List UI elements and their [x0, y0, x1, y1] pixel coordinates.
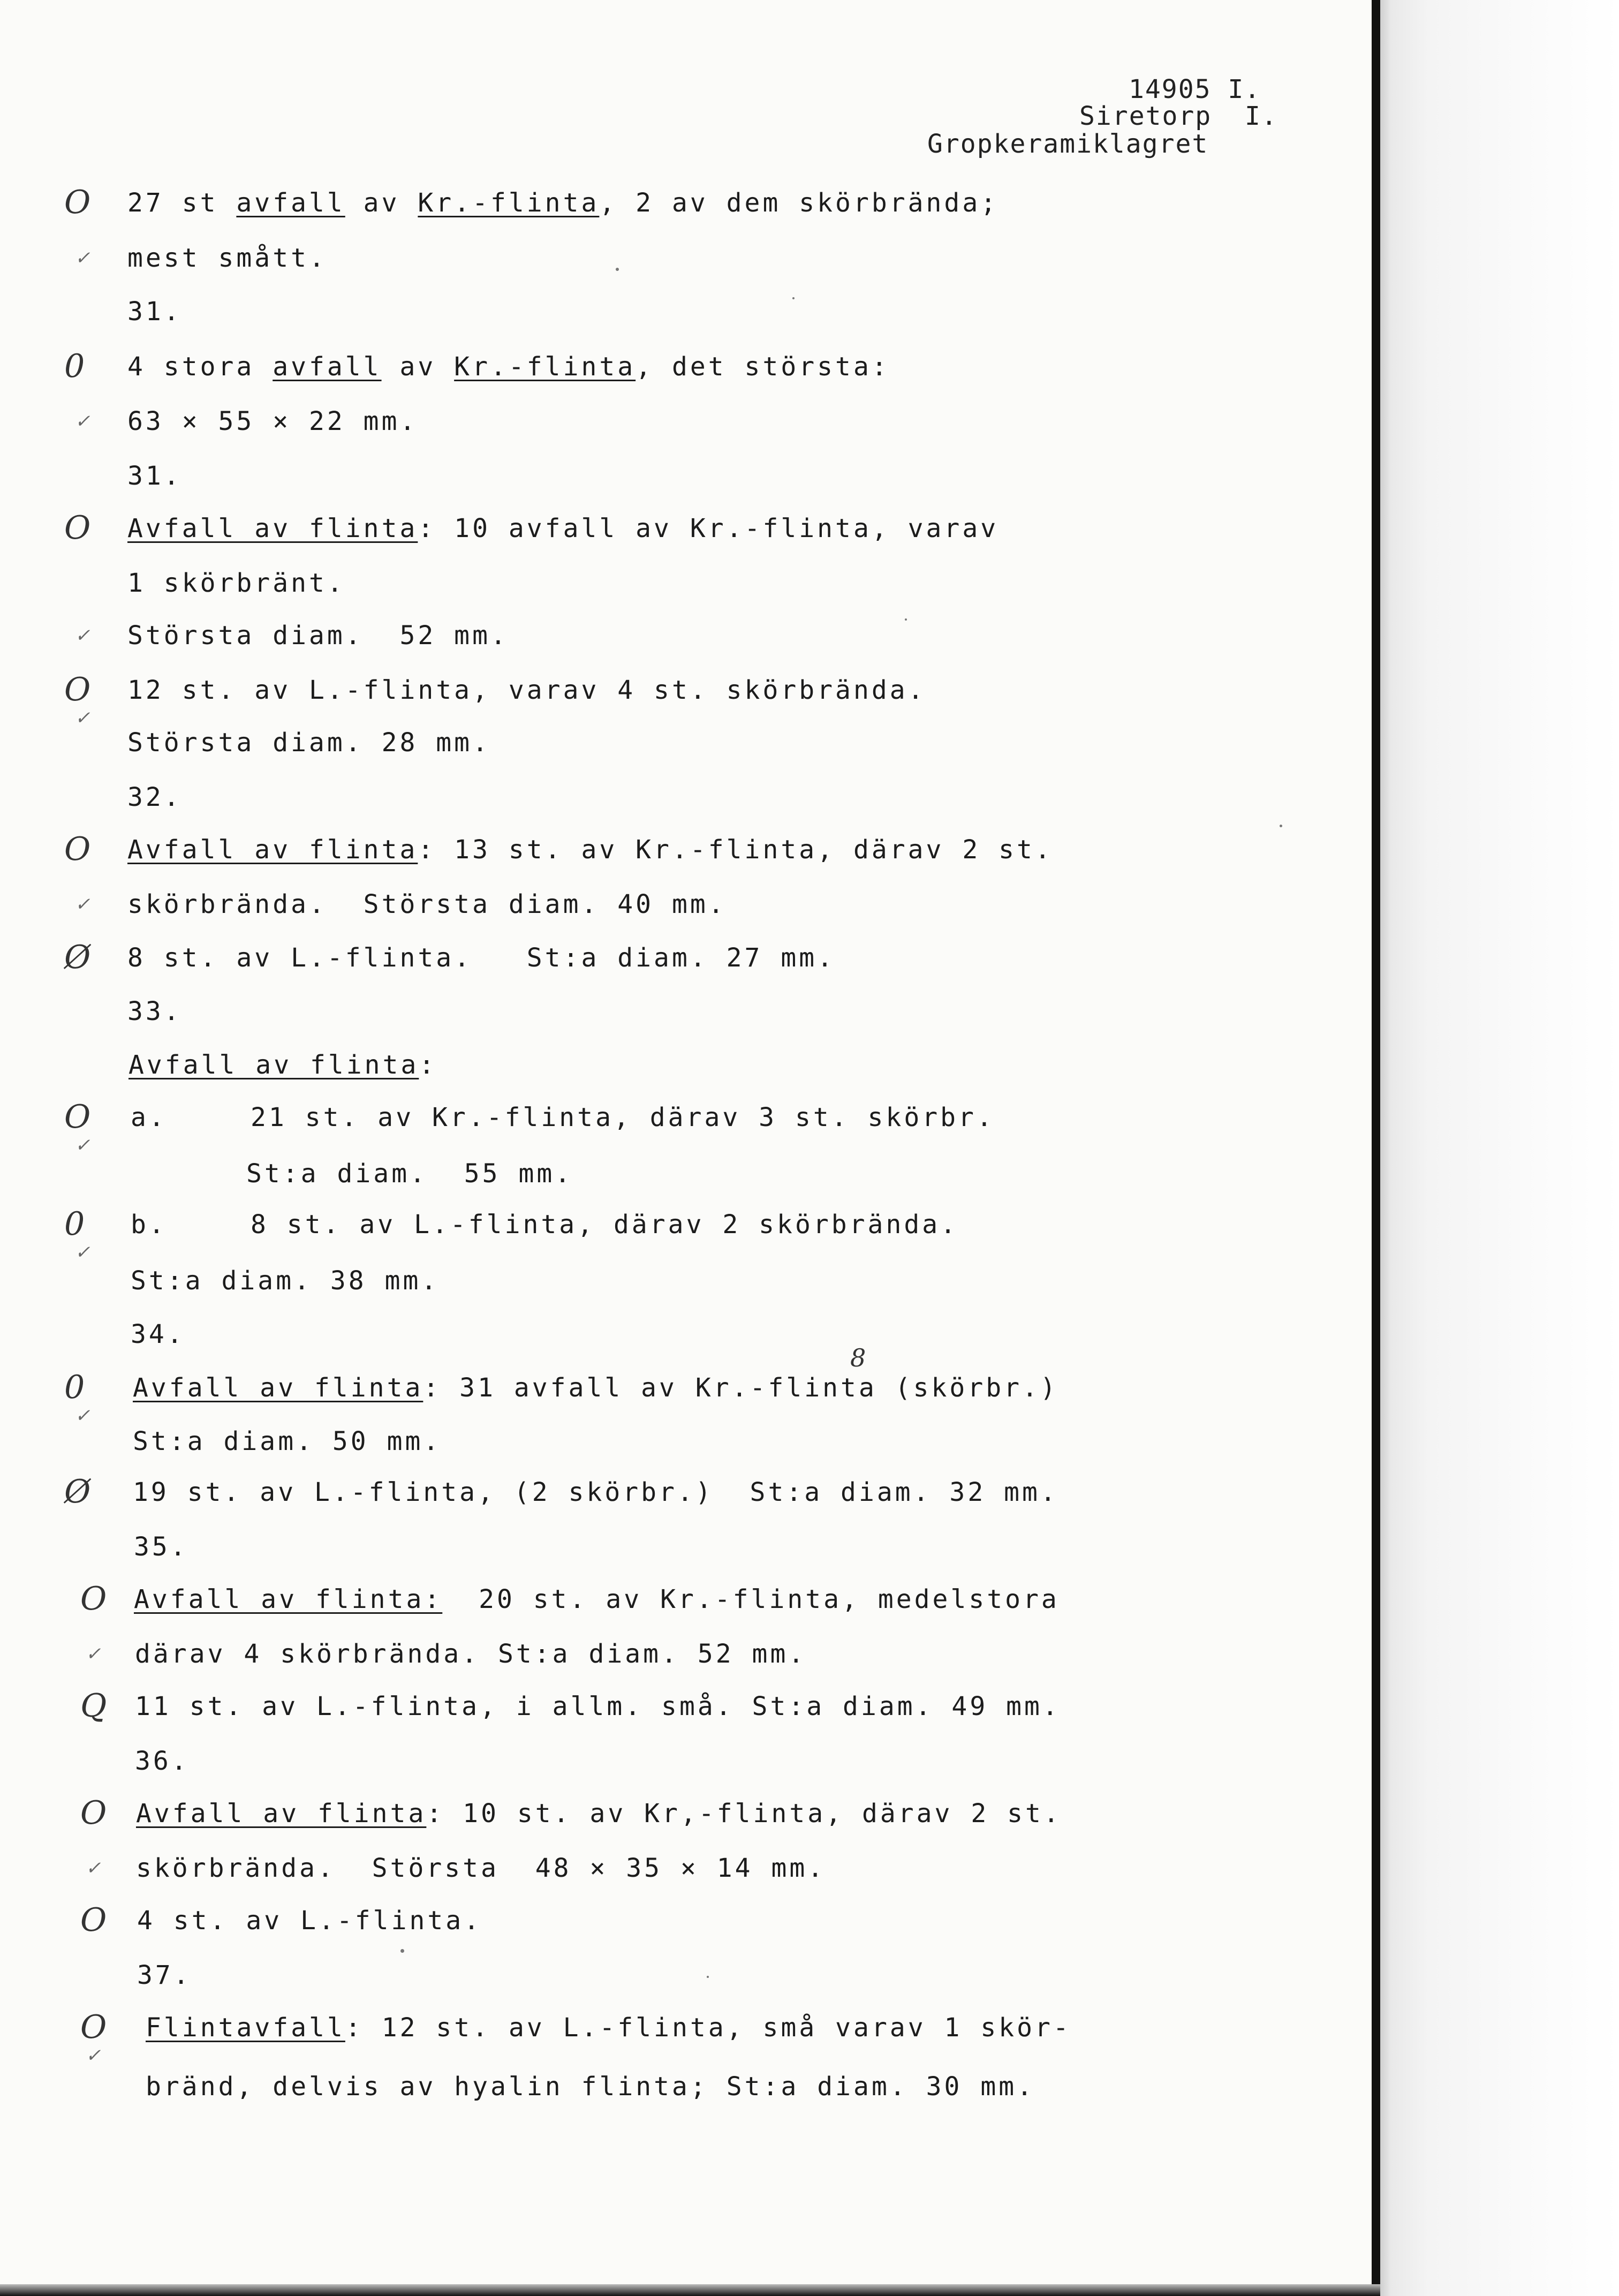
entry-line — [127, 352, 890, 381]
entry-line — [131, 1320, 185, 1349]
scan-background — [1380, 0, 1619, 2296]
entry-line — [131, 1103, 995, 1132]
entry-line — [136, 1799, 1062, 1828]
entry-text: 4 st. av L.-flinta. — [137, 1906, 482, 1936]
handwritten-check-mark: ✓ — [75, 625, 90, 646]
entry-line — [131, 1210, 958, 1239]
entry-line — [127, 569, 345, 598]
entry-line — [127, 621, 509, 650]
handwritten-circle-mark: Ø — [64, 939, 91, 976]
entry-line — [133, 1373, 1058, 1402]
handwritten-circle-mark: 0 — [64, 1369, 85, 1406]
underlined-heading: Avfall av flinta — [128, 1050, 419, 1080]
handwritten-circle-mark: O — [64, 671, 91, 708]
entry-text: 11 st. av L.-flinta, i allm. små. St:a diam. 49 mm. — [135, 1691, 1061, 1721]
entry-text: 33. — [127, 996, 182, 1026]
entry-text: 21 st. av Kr.-flinta, därav 3 st. skörbr. — [251, 1102, 995, 1132]
entry-text: : 10 st. av Kr,-flinta, därav 2 st. — [426, 1799, 1062, 1829]
handwritten-circle-mark: Q — [80, 1687, 107, 1725]
entry-text: 63 × 55 × 22 mm. — [127, 406, 418, 436]
entry-text: St:a diam. 38 mm. — [131, 1266, 440, 1296]
entry-line — [134, 1585, 1060, 1614]
header-catalog-number: 14905 I. — [1129, 74, 1261, 104]
handwritten-circle-mark: O — [80, 1580, 107, 1618]
entry-line — [135, 1692, 1061, 1721]
entry-sub-label: a. — [131, 1102, 167, 1132]
underlined-heading: Avfall av flinta — [136, 1799, 427, 1829]
entry-line — [136, 1854, 826, 1883]
handwritten-circle-mark: O — [64, 184, 91, 221]
underlined-heading: Flintavfall — [146, 2013, 345, 2043]
entry-text: : 12 st. av L.-flinta, små varav 1 skör- — [345, 2013, 1071, 2043]
entry-text: Största diam. 52 mm. — [127, 621, 509, 651]
paper-speck — [400, 1949, 404, 1953]
entry-line — [146, 2072, 1035, 2101]
entry-text: 12 st. av L.-flinta, varav 4 st. skörbrända. — [127, 675, 926, 705]
entry-text: skörbrända. Största 48 × 35 × 14 mm. — [136, 1853, 826, 1883]
underlined-heading: Kr.-flinta — [418, 188, 600, 218]
handwritten-circle-mark: O — [64, 509, 91, 547]
entry-text: 19 st. av L.-flinta, (2 skörbr.) St:a diam. 32 mm. — [133, 1477, 1058, 1507]
header-layer-name: Gropkeramiklagret — [927, 129, 1209, 159]
entry-line — [133, 1427, 441, 1456]
underlined-heading: Avfall av flinta — [127, 513, 418, 543]
entry-line — [135, 1747, 190, 1776]
handwritten-check-mark: ✓ — [86, 1643, 101, 1665]
entry-text: 37. — [137, 1960, 192, 1990]
entry-text: : 10 avfall av Kr.-flinta, varav — [418, 513, 999, 543]
entry-line — [127, 783, 182, 812]
handwritten-correction: 8 — [850, 1343, 866, 1372]
entry-line — [127, 728, 490, 757]
handwritten-check-mark: ✓ — [75, 894, 90, 915]
entry-line — [127, 835, 1053, 864]
entry-line — [127, 407, 418, 436]
entry-text: bränd, delvis av hyalin flinta; St:a diam. 30 mm. — [146, 2072, 1035, 2102]
entry-text: av — [345, 188, 418, 218]
entry-line — [127, 244, 327, 273]
underlined-heading: avfall — [273, 352, 382, 382]
entry-text: 34. — [131, 1319, 185, 1349]
entry-text: av — [381, 352, 455, 382]
entry-line — [127, 297, 182, 326]
entry-line — [137, 1961, 192, 1990]
entry-text: Största diam. 28 mm. — [127, 728, 490, 758]
underlined-heading: Avfall av flinta: — [134, 1584, 443, 1614]
entry-text: 35. — [134, 1532, 188, 1562]
entry-text: 8 st. av L.-flinta. St:a diam. 27 mm. — [127, 943, 836, 973]
handwritten-circle-mark: O — [80, 1794, 107, 1832]
entry-text: 31. — [127, 461, 182, 491]
handwritten-check-mark: ✓ — [75, 1135, 90, 1156]
entry-text: St:a diam. 50 mm. — [133, 1426, 442, 1456]
entry-text: 20 st. av Kr.-flinta, medelstora — [442, 1584, 1060, 1614]
page-edge-right — [1372, 0, 1380, 2296]
handwritten-circle-mark: 0 — [64, 1205, 85, 1243]
paper-speck — [616, 268, 619, 271]
entry-text: 4 stora — [127, 352, 273, 382]
entry-text: 32. — [127, 782, 182, 812]
handwritten-circle-mark: 0 — [64, 348, 85, 385]
entry-text: mest smått. — [127, 243, 327, 273]
handwritten-circle-mark: O — [64, 830, 91, 868]
underlined-heading: Avfall av flinta — [133, 1373, 423, 1403]
entry-line — [133, 1478, 1058, 1507]
entry-line — [127, 514, 998, 543]
entry-text: 36. — [135, 1746, 190, 1776]
handwritten-circle-mark: O — [64, 1098, 91, 1136]
entry-line — [128, 1051, 437, 1079]
entry-line — [127, 997, 182, 1026]
entry-text: 1 skörbränt. — [127, 568, 345, 598]
entry-line — [134, 1532, 188, 1561]
underlined-heading: Kr.-flinta — [454, 352, 636, 382]
handwritten-check-mark: ✓ — [75, 1242, 90, 1263]
entry-text: : 13 st. av Kr.-flinta, därav 2 st. — [418, 835, 1053, 865]
entry-line — [146, 2013, 1071, 2042]
entry-line — [127, 188, 998, 217]
handwritten-circle-mark: O — [80, 1901, 107, 1939]
entry-line — [135, 1640, 806, 1668]
underlined-heading: avfall — [236, 188, 345, 218]
entry-text: , 2 av dem skörbrända; — [599, 188, 999, 218]
entry-line — [131, 1266, 439, 1295]
handwritten-check-mark: ✓ — [86, 1857, 101, 1879]
handwritten-check-mark: ✓ — [86, 2045, 101, 2066]
handwritten-check-mark: ✓ — [75, 247, 90, 269]
entry-text: skörbrända. Största diam. 40 mm. — [127, 889, 727, 919]
underlined-heading: Avfall av flinta — [127, 835, 418, 865]
entry-line — [127, 462, 182, 490]
entry-text: : 31 avfall av Kr.-flinta (skörbr.) — [423, 1373, 1058, 1403]
entry-text: St:a diam. 55 mm. — [246, 1159, 573, 1189]
entry-text: 31. — [127, 297, 182, 327]
paper-speck — [792, 297, 795, 299]
paper-speck — [905, 618, 907, 621]
entry-text: 27 st — [127, 188, 237, 218]
handwritten-check-mark: ✓ — [75, 707, 90, 729]
paper-speck — [1280, 825, 1282, 827]
handwritten-circle-mark: Ø — [64, 1473, 91, 1510]
entry-line — [127, 676, 926, 705]
entry-text: 8 st. av L.-flinta, därav 2 skörbrända. — [251, 1210, 959, 1240]
page-edge-bottom — [0, 2284, 1380, 2296]
entry-line — [246, 1159, 573, 1188]
handwritten-check-mark: ✓ — [75, 1405, 90, 1426]
handwritten-check-mark: ✓ — [75, 411, 90, 432]
handwritten-circle-mark: O — [80, 2008, 107, 2046]
header-site-name: Siretorp I. — [1079, 101, 1278, 131]
entry-line — [127, 890, 727, 919]
entry-line — [127, 943, 835, 972]
entry-sub-label: b. — [131, 1210, 167, 1240]
entry-text: : — [419, 1050, 437, 1080]
paper-speck — [707, 1976, 709, 1978]
entry-line — [137, 1906, 482, 1935]
entry-text: , det största: — [636, 352, 890, 382]
entry-text: därav 4 skörbrända. St:a diam. 52 mm. — [135, 1639, 807, 1669]
